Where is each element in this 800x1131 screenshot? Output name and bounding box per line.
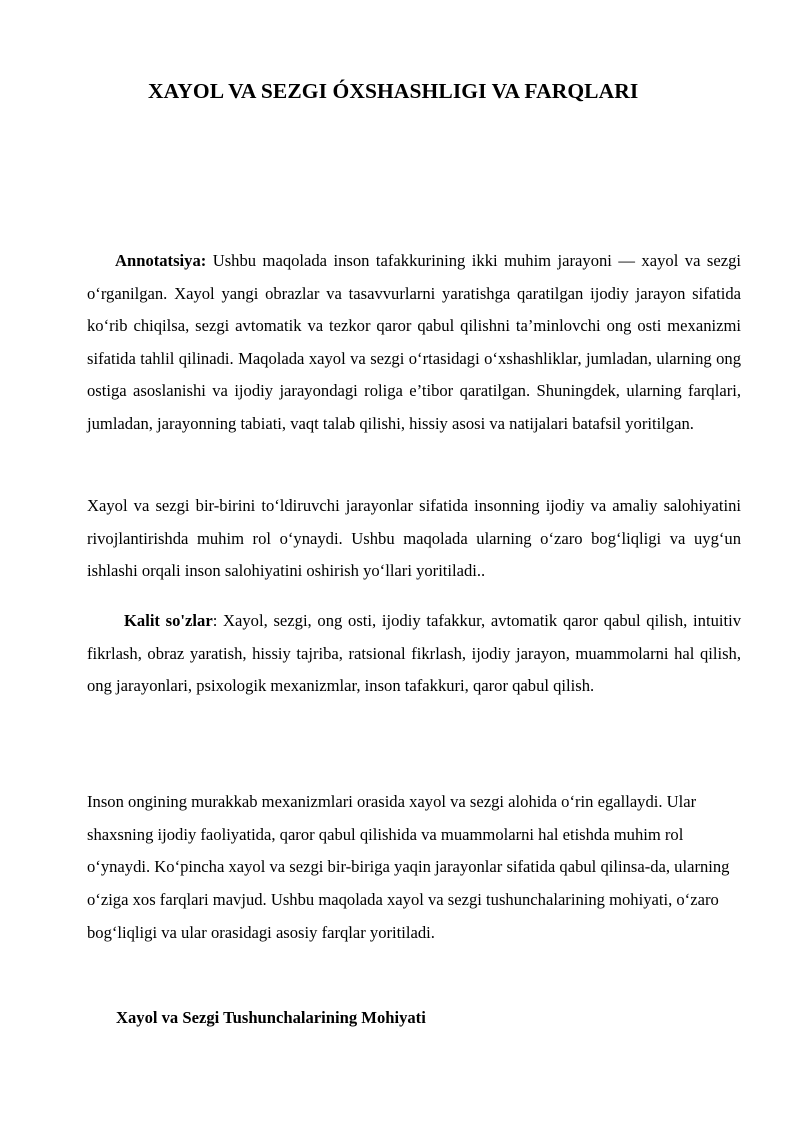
section-heading: Xayol va Sezgi Tushunchalarining Mohiyati <box>116 1008 426 1027</box>
intro-paragraph: Xayol va sezgi bir-birini to‘ldiruvchi jarayonlar sifatida insonning ijodiy va amaliy salohiyatini rivojlantirishda muhim rol o‘ynaydi. Ushbu maqolada ularning o‘zaro bog‘liqligi va uyg‘un ishlashi orqali inson salohiyatini oshirish yo‘llari yoritiladi.. <box>87 496 741 581</box>
annotation-paragraph <box>87 245 741 441</box>
keywords-text: : Xayol, sezgi, ong osti, ijodiy tafakkur, avtomatik qaror qabul qilish, intuitiv fikrlash, obraz yaratish, hissiy tajriba, ratsional fikrlash, ijodiy jarayon, muammolarni hal qilish, ong jarayonlari, psixologik mexanizmlar, inson tafakkuri, qaror qabul qilish. <box>87 611 741 696</box>
keywords-paragraph <box>87 605 741 703</box>
body-paragraph: Inson ongining murakkab mexanizmlari orasida xayol va sezgi alohida o‘rin egallaydi. Ular shaxsning ijodiy faoliyatida, qaror qabul qilishida va muammolarni hal etishda muhim rol o‘ynaydi. Ko‘pincha xayol va sezgi bir-biriga yaqin jarayonlar sifatida qabul qilinsa-da, ularning o‘ziga xos farqlari mavjud. Ushbu maqolada xayol va sezgi tushunchalarining mohiyati, o‘zaro bog‘liqligi va ular orasidagi asosiy farqlar yoritiladi. <box>87 792 730 942</box>
keywords-label: Kalit so'zlar <box>124 611 213 630</box>
document-title: XAYOL VA SEZGI ÓXSHASHLIGI VA FARQLARI <box>148 79 639 103</box>
annotation-label: Annotatsiya: <box>115 251 207 270</box>
annotation-text: Ushbu maqolada inson tafakkurining ikki muhim jarayoni — xayol va sezgi o‘rganilgan. Xayol yangi obrazlar va tasavvurlarni yaratishga qaratilgan ijodiy jarayon sifatida ko‘rib chiqilsa, sezgi avtomatik va tezkor qaror qabul qilishni ta’minlovchi ong osti mexanizmi sifatida tahlil qilinadi. Maqolada xayol va sezgi o‘rtasidagi o‘xshashliklar, jumladan, ularning ong ostiga asoslanishi va ijodiy jarayondagi roliga e’tibor qaratilgan. Shuningdek, ularning farqlari, jumladan, jarayonning tabiati, vaqt talab qilishi, hissiy asosi va natijalari batafsil yoritilgan. <box>87 251 741 433</box>
